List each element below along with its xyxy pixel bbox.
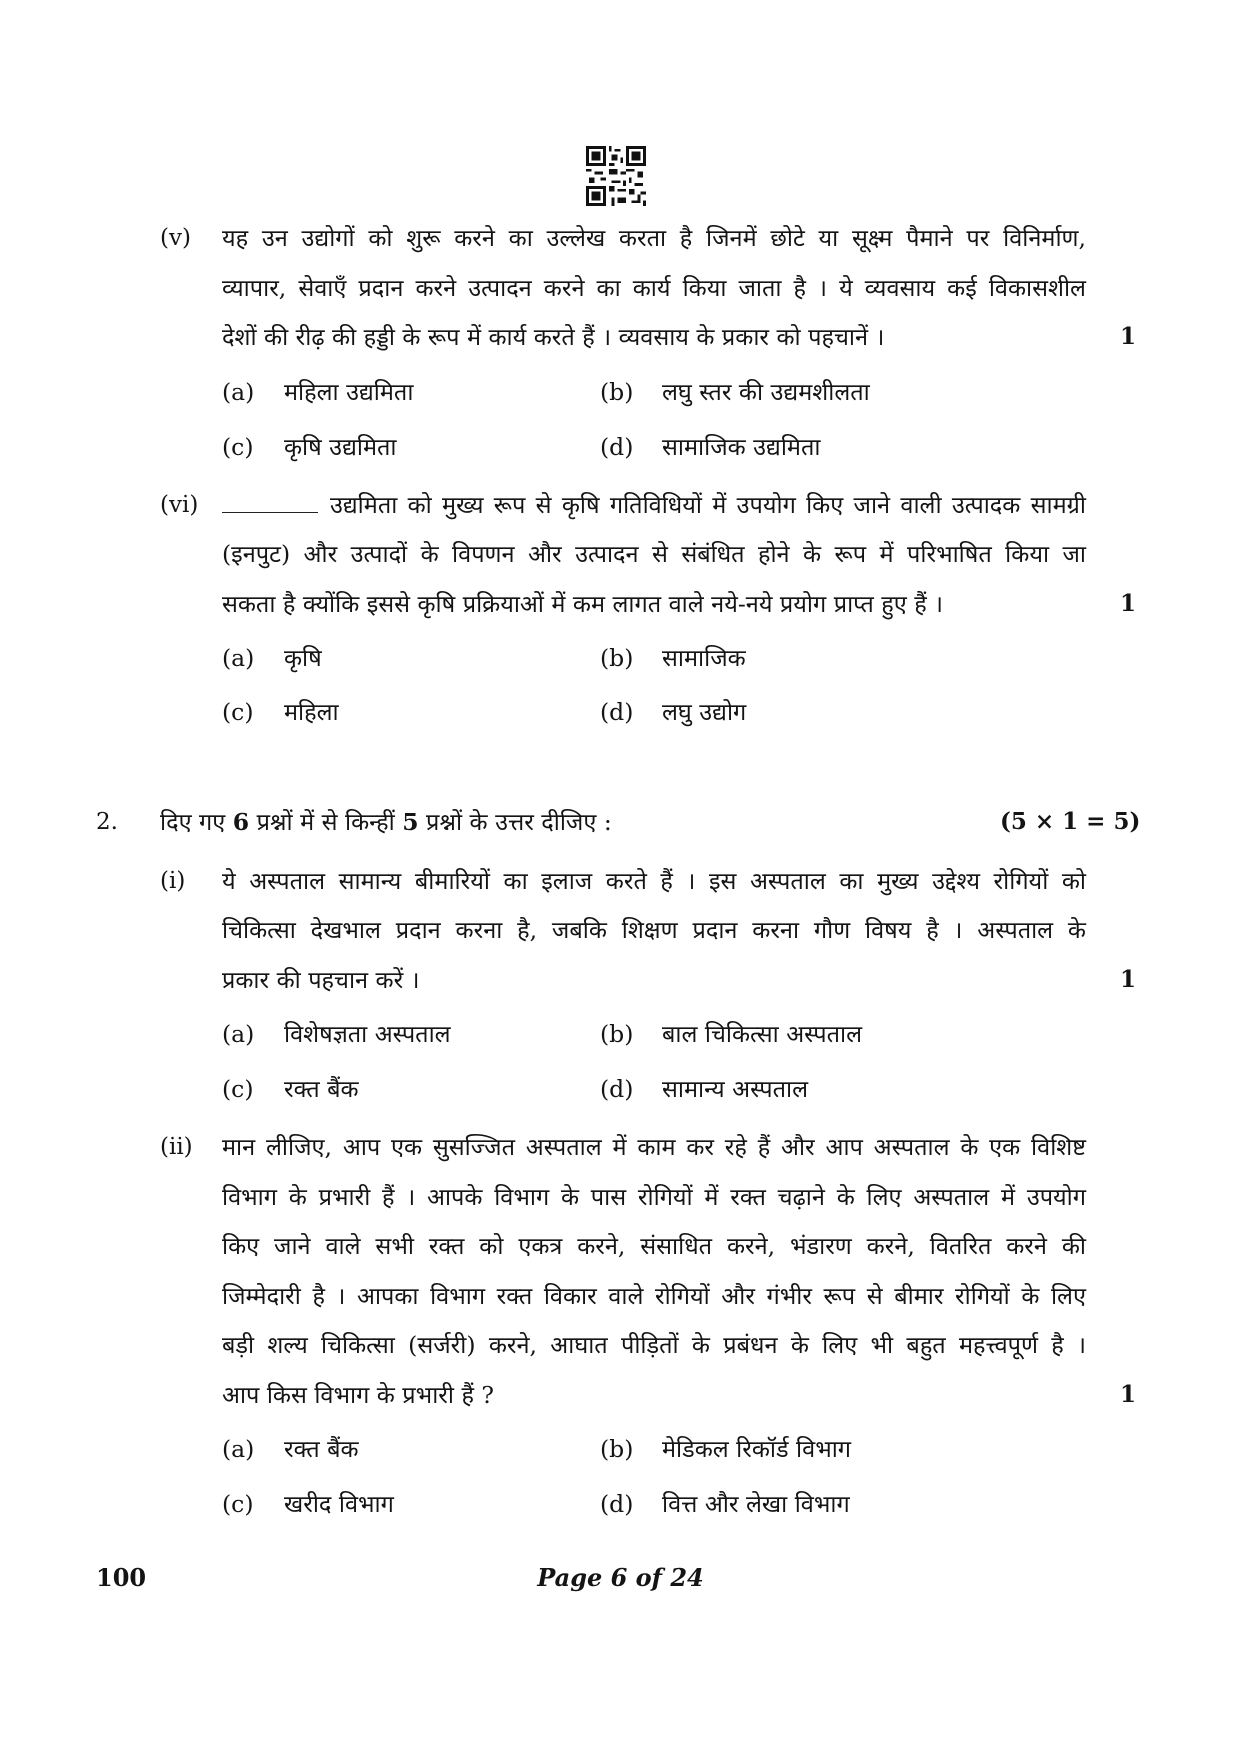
question-text-line: देशों की रीढ़ की हड्डी के रूप में कार्य करते हैं । व्यवसाय के प्रकार को पहचानें ।	[222, 323, 885, 351]
question-text-line: किए जाने वाले सभी रक्त को एकत्र करने, संसाधित करने, भंडारण करने, वितरित करने की	[222, 1232, 1086, 1260]
question-text-line: उद्यमिता को मुख्य रूप से कृषि गतिविधियों में उपयोग किए जाने वाली उत्पादक सामग्री	[222, 490, 1086, 520]
question-text-line: जिम्मेदारी है । आपका विभाग रक्त विकार वाले रोगियों और गंभीर रूप से बीमार रोगियों के लिए	[222, 1282, 1086, 1310]
option-c: (c) महिला	[222, 698, 339, 726]
option-a: (a) कृषि	[222, 644, 322, 672]
option-b: (b) लघु स्तर की उद्यमशीलता	[600, 378, 870, 406]
option-a: (a) महिला उद्यमिता	[222, 378, 414, 406]
question-marks: 1	[1120, 1381, 1137, 1408]
question-marks: 1	[1120, 590, 1137, 617]
question-text-line: (इनपुट) और उत्पादों के विपणन और उत्पादन से संबंधित होने के रूप में परिभाषित किया जा	[222, 540, 1086, 568]
question-text-line: बड़ी शल्य चिकित्सा (सर्जरी) करने, आघात पीड़ितों के प्रबंधन के लिए भी बहुत महत्त्वपूर्ण है ।	[222, 1331, 1086, 1359]
option-c: (c) कृषि उद्यमिता	[222, 433, 397, 461]
question-text-line: मान लीजिए, आप एक सुसज्जित अस्पताल में काम कर रहे हैं और आप अस्पताल के एक विशिष्ट	[222, 1133, 1086, 1161]
question-text-line: व्यापार, सेवाएँ प्रदान करने उत्पादन करने का कार्य किया जाता है । ये व्यवसाय कई विकासशील	[222, 274, 1086, 302]
option-d: (d) सामान्य अस्पताल	[600, 1075, 809, 1103]
question-text-line: चिकित्सा देखभाल प्रदान करना है, जबकि शिक्षण प्रदान करना गौण विषय है । अस्पताल के	[222, 916, 1086, 944]
option-b: (b) मेडिकल रिकॉर्ड विभाग	[600, 1435, 852, 1463]
option-d: (d) लघु उद्योग	[600, 698, 747, 726]
option-d: (d) सामाजिक उद्यमिता	[600, 433, 821, 461]
option-c: (c) रक्त बैंक	[222, 1075, 359, 1103]
option-a: (a) रक्त बैंक	[222, 1435, 359, 1463]
question-number: (v)	[160, 225, 191, 251]
question-text-line: सकता है क्योंकि इससे कृषि प्रक्रियाओं में कम लागत वाले नये-नये प्रयोग प्राप्त हुए हैं ।	[222, 590, 944, 618]
option-c: (c) खरीद विभाग	[222, 1490, 394, 1518]
question-number: (vi)	[160, 492, 199, 518]
section-instruction: दिए गए 6 प्रश्नों में से किन्हीं 5 प्रश्नों के उत्तर दीजिए :	[160, 808, 612, 836]
page-number: Page 6 of 24	[537, 1563, 704, 1592]
question-text-line: आप किस विभाग के प्रभारी हैं ?	[222, 1381, 494, 1409]
question-number: (ii)	[160, 1134, 193, 1160]
question-text-line: प्रकार की पहचान करें ।	[222, 966, 420, 994]
qr-code-icon	[586, 145, 646, 207]
option-b: (b) सामाजिक	[600, 644, 746, 672]
fill-in-blank	[222, 492, 318, 513]
paper-code: 100	[96, 1563, 147, 1592]
question-number: 2.	[96, 809, 118, 835]
question-text-line: ये अस्पताल सामान्य बीमारियों का इलाज करते हैं । इस अस्पताल का मुख्य उद्देश्य रोगियों को	[222, 867, 1086, 895]
option-a: (a) विशेषज्ञता अस्पताल	[222, 1020, 451, 1048]
question-marks: 1	[1120, 323, 1137, 350]
question-text-line: यह उन उद्योगों को शुरू करने का उल्लेख करता है जिनमें छोटे या सूक्ष्म पैमाने पर विनिर्माण,	[222, 224, 1086, 252]
section-marks: (5 × 1 = 5)	[1000, 808, 1141, 835]
question-marks: 1	[1120, 966, 1137, 993]
question-number: (i)	[160, 868, 186, 894]
option-d: (d) वित्त और लेखा विभाग	[600, 1490, 850, 1518]
question-text-line: विभाग के प्रभारी हैं । आपके विभाग के पास रोगियों में रक्त चढ़ाने के लिए अस्पताल में उपयोग	[222, 1183, 1086, 1211]
option-b: (b) बाल चिकित्सा अस्पताल	[600, 1020, 863, 1048]
